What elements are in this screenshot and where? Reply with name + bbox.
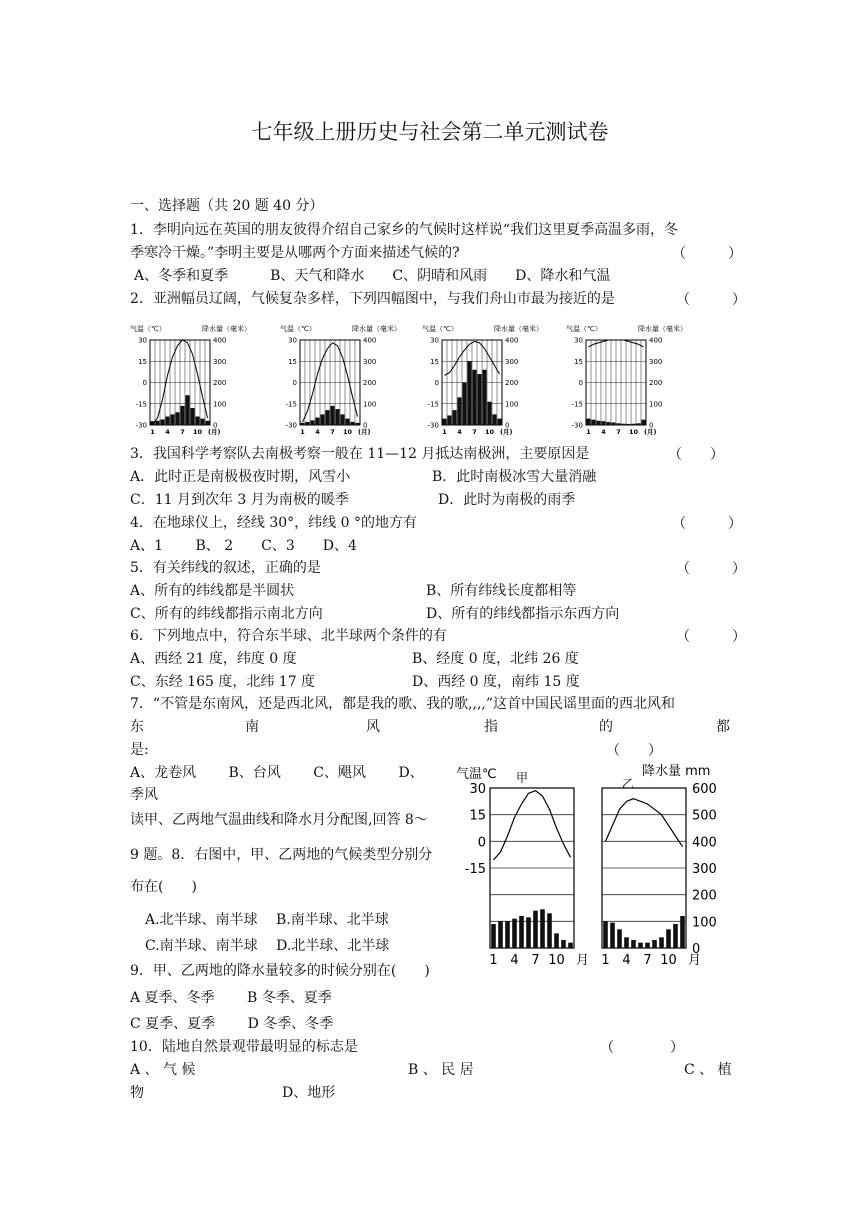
month-tick-label: 4 — [457, 428, 462, 436]
page-title: 七年级上册历史与社会第二单元测试卷 — [251, 120, 609, 144]
temp-axis-label: 气温（℃） — [566, 325, 602, 333]
q7-option-d: 季风 — [130, 787, 158, 803]
q2-chart-2 — [280, 324, 401, 436]
q3-answer-paren: （ ） — [668, 447, 724, 463]
precip-bar — [636, 423, 640, 425]
q3-option-d: D．此时为南极的雨季 — [438, 492, 576, 508]
month-tick-label: 10 — [628, 428, 639, 436]
precip-bar — [447, 415, 451, 425]
precip-axis-label: 降水量 mm — [642, 764, 711, 779]
q6-option-b: B、经度 0 度，北纬 26 度 — [412, 651, 579, 667]
precip-bar — [305, 422, 309, 425]
temp-tick-label: -30 — [571, 421, 583, 430]
month-tick-label: 7 — [472, 428, 477, 436]
precip-tick-label: 200 — [505, 379, 519, 387]
precip-bar — [561, 940, 566, 948]
precip-tick-label: 100 — [213, 400, 227, 409]
precip-tick-label: 200 — [692, 888, 717, 904]
precip-bar — [462, 383, 466, 426]
precip-bar — [160, 419, 164, 425]
month-tick-label: 1 — [442, 428, 447, 436]
q10-option-c: C 、 植 — [684, 1062, 732, 1078]
temp-tick-label: 30 — [288, 336, 297, 345]
q10-option-b: B 、 民 居 — [408, 1062, 474, 1078]
month-tick-label: 7 — [531, 953, 540, 968]
precip-bar — [457, 397, 461, 425]
precip-bar — [610, 923, 615, 948]
precip-tick-label: 100 — [692, 915, 717, 931]
precip-bar — [492, 414, 496, 425]
month-tick-label: 1 — [601, 953, 610, 968]
precip-tick-label: 0 — [363, 421, 368, 430]
precip-bar — [355, 423, 359, 425]
precip-bar — [200, 419, 204, 425]
precip-axis-label: 降水量（毫米） — [494, 325, 543, 333]
month-tick-label: 4 — [315, 428, 320, 436]
q6-stem: 6．下列地点中，符合东半球、北半球两个条件的有 — [130, 628, 447, 644]
month-tick-label: 1 — [300, 428, 305, 436]
q7-word: 指 — [484, 719, 498, 735]
precip-bar — [533, 911, 538, 948]
temp-axis-label: 气温（℃） — [130, 325, 166, 333]
precip-bar — [487, 402, 491, 425]
q9-stem: 9．甲、乙两地的降水量较多的时候分别在( ) — [130, 963, 430, 979]
precip-tick-label: 400 — [649, 336, 663, 345]
precip-tick-label: 100 — [505, 400, 519, 409]
precip-bar — [606, 422, 610, 425]
precip-axis-label: 降水量（毫米） — [638, 325, 687, 333]
precip-tick-label: 300 — [213, 357, 227, 366]
precip-bar — [601, 421, 605, 425]
q5-option-c: C、所有的纬线都指示南北方向 — [130, 606, 323, 622]
month-unit-label: 月 — [688, 953, 702, 968]
temp-tick-label: 0 — [578, 379, 583, 387]
temp-tick-label: -30 — [135, 421, 147, 430]
chart-yi — [601, 788, 701, 968]
q8-9-intro-line1: 读甲、乙两地气温曲线和降水月分配图,回答 8～ — [130, 812, 428, 828]
precip-tick-label: 0 — [692, 942, 701, 957]
temp-tick-label: -15 — [135, 400, 147, 409]
precip-tick-label: 200 — [213, 379, 227, 387]
precip-bar — [165, 417, 169, 426]
month-tick-label: 4 — [165, 428, 170, 436]
precip-bar — [497, 419, 501, 425]
precip-bar — [568, 943, 573, 948]
precip-bar — [205, 421, 209, 425]
q3-option-b: B．此时南极冰雪大量消融 — [432, 469, 597, 485]
precip-bar — [680, 916, 685, 948]
chart-jia — [489, 788, 589, 968]
precip-tick-label: 300 — [505, 357, 519, 366]
precip-bar — [340, 414, 344, 425]
precip-bar — [350, 422, 354, 425]
precip-tick-label: 400 — [363, 336, 377, 345]
q9-options-ab: A 夏季、冬季 B 冬季、夏季 — [130, 990, 332, 1006]
temp-tick-label: -30 — [427, 421, 439, 430]
precip-tick-label: 400 — [692, 835, 717, 851]
month-tick-label: 7 — [330, 428, 335, 436]
q3-option-c: C．11 月到次年 3 月为南极的暖季 — [130, 492, 349, 508]
q1-stem-line1: 1．李明向远在英国的朋友彼得介绍自己家乡的气候时这样说“我们这里夏季高温多雨，冬 — [130, 222, 679, 238]
precip-bar — [526, 917, 531, 948]
q2-stem: 2．亚洲幅员辽阔，气候复杂多样，下列四幅图中，与我们舟山市最为接近的是 — [130, 291, 615, 307]
q8-options-cd: C.南半球、南半球 D.北半球、北半球 — [145, 938, 390, 954]
precip-bar — [603, 921, 608, 948]
precip-bar — [638, 943, 643, 948]
q4-answer-paren: （ ） — [672, 516, 742, 532]
precip-bar — [315, 418, 319, 425]
q8-options-ab: A.北半球、南半球 B.南半球、北半球 — [145, 912, 389, 928]
temp-axis-label: 气温（℃） — [422, 325, 458, 333]
precip-bar — [554, 933, 559, 948]
precip-bar — [325, 410, 329, 425]
precip-tick-label: 400 — [213, 336, 227, 345]
q7-answer-paren: （ ） — [606, 743, 662, 759]
precip-bar — [645, 943, 650, 948]
temp-axis-label: 气温（℃） — [280, 325, 316, 333]
temp-tick-label: -15 — [285, 400, 297, 409]
precip-bar — [195, 417, 199, 426]
q7-stem-line3: 是: — [130, 742, 149, 758]
precip-bar — [591, 420, 595, 425]
q1-options: A、冬季和夏季 B、天气和降水 C、阴晴和风雨 D、降水和气温 — [134, 268, 611, 284]
precip-bar — [547, 913, 552, 948]
month-tick-label: 1 — [150, 428, 155, 436]
month-tick-label: 4 — [510, 953, 519, 968]
temp-tick-label: -15 — [464, 862, 486, 877]
temp-tick-label: 15 — [138, 357, 147, 366]
month-unit-label: (月) — [644, 428, 657, 436]
q2-chart-1 — [130, 324, 251, 436]
q7-word: 南 — [245, 719, 259, 735]
precip-bar — [626, 424, 630, 425]
precip-bar — [652, 940, 657, 948]
precip-tick-label: 200 — [649, 379, 663, 387]
q6-option-a: A、西经 21 度，纬度 0 度 — [130, 651, 297, 667]
q10-option-d: D、地形 — [282, 1085, 336, 1101]
temp-tick-label: 15 — [469, 808, 486, 824]
temp-tick-label: 30 — [138, 336, 147, 345]
precip-bar — [596, 421, 600, 425]
precip-bar — [452, 410, 456, 425]
precip-tick-label: 100 — [363, 400, 377, 409]
precip-tick-label: 300 — [649, 357, 663, 366]
precip-tick-label: 0 — [505, 421, 510, 430]
month-tick-label: 4 — [601, 428, 606, 436]
precip-bar — [477, 374, 481, 425]
precip-bar — [320, 414, 324, 425]
precip-bar — [335, 409, 339, 425]
temp-tick-label: 30 — [469, 782, 486, 797]
precip-tick-label: 500 — [692, 808, 717, 824]
month-tick-label: 1 — [489, 953, 498, 968]
precip-bar — [666, 929, 671, 948]
temp-tick-label: 0 — [292, 379, 297, 387]
precip-bar — [300, 423, 304, 425]
precip-bar — [611, 422, 615, 425]
temp-tick-label: 30 — [430, 336, 439, 345]
q7-word: 的 — [599, 719, 613, 735]
q2-climate-charts — [128, 320, 728, 442]
q10-option-a: A 、 气 候 — [130, 1062, 196, 1078]
precip-bar — [512, 919, 517, 948]
q5-answer-paren: （ ） — [676, 561, 746, 577]
q3-stem: 3．我国科学考察队去南极考察一般在 11—12 月抵达南极洲，主要原因是 — [130, 446, 590, 462]
month-tick-label: 1 — [586, 428, 591, 436]
q5-stem: 5．有关纬线的叙述，正确的是 — [130, 560, 321, 576]
q3-option-a: A．此时正是南极极夜时期，风雪小 — [130, 469, 351, 485]
q5-option-d: D、所有的纬线都指示东西方向 — [426, 606, 620, 622]
precip-tick-label: 400 — [505, 336, 519, 345]
precip-bar — [498, 921, 503, 948]
precip-bar — [616, 423, 620, 425]
month-tick-label: 10 — [660, 953, 677, 968]
precip-axis-label: 降水量（毫米） — [352, 325, 401, 333]
month-unit-label: (月) — [500, 428, 513, 436]
q2-chart-4 — [566, 324, 687, 436]
temp-tick-label: 0 — [142, 379, 147, 387]
precip-bar — [155, 421, 159, 425]
q8-9-intro-line3: 布在( ) — [130, 879, 197, 895]
q4-options: A、1 B、 2 C、3 D、4 — [130, 538, 357, 554]
month-unit-label: 月 — [576, 953, 590, 968]
temp-tick-label: 15 — [288, 357, 297, 366]
precip-bar — [673, 924, 678, 948]
temp-curve — [606, 799, 683, 847]
precip-bar — [505, 921, 510, 948]
precip-bar — [185, 395, 189, 425]
precip-bar — [491, 924, 496, 948]
month-tick-label: 4 — [622, 953, 631, 968]
precip-bar — [482, 370, 486, 425]
q8-9-intro-line2: 9 题。8．右图中，甲、乙两地的气候类型分别分 — [130, 847, 433, 863]
q10-stem: 10．陆地自然景观带最明显的标志是 — [130, 1039, 358, 1055]
temp-axis-label: 气温℃ — [456, 767, 497, 782]
precip-bar — [641, 420, 645, 425]
temp-tick-label: 15 — [574, 357, 583, 366]
precip-bar — [621, 424, 625, 425]
precip-bar — [345, 419, 349, 425]
precip-bar — [190, 408, 194, 425]
q2-answer-paren: （ ） — [676, 292, 746, 308]
precip-bar — [631, 424, 635, 425]
q4-stem: 4．在地球仪上，经线 30°，纬线 0 °的地方有 — [130, 515, 417, 531]
chart-jia-label: 甲 — [516, 771, 529, 785]
q7-stem-line1: 7．“不管是东南风，还是西北风，都是我的歌、我的歌,,,,”这首中国民谣里面的西北风和 — [130, 696, 676, 712]
precip-tick-label: 100 — [649, 400, 663, 409]
temp-tick-label: -30 — [285, 421, 297, 430]
q5-option-b: B、所有纬线长度都相等 — [426, 583, 577, 599]
precip-bar — [467, 361, 471, 425]
q7-options: A、龙卷风 B、台风 C、飓风 D、 — [130, 765, 424, 781]
jia-yi-climate-chart — [452, 760, 732, 975]
precip-bar — [624, 937, 629, 948]
q1-answer-paren: （ ） — [672, 246, 742, 262]
temp-tick-label: -15 — [571, 400, 583, 409]
chart-yi-label: 乙 — [622, 777, 635, 791]
precip-bar — [175, 412, 179, 425]
q6-option-c: C、东经 165 度，北纬 17 度 — [130, 674, 316, 690]
month-unit-label: (月) — [208, 428, 221, 436]
temp-tick-label: 0 — [434, 379, 439, 387]
precip-bar — [180, 406, 184, 425]
precip-bar — [170, 414, 174, 425]
q9-options-cd: C 夏季、夏季 D 冬季、冬季 — [130, 1016, 334, 1032]
precip-tick-label: 0 — [213, 421, 218, 430]
precip-bar — [586, 419, 590, 425]
temp-tick-label: 15 — [430, 357, 439, 366]
precip-tick-label: 200 — [363, 379, 377, 387]
temp-tick-label: -15 — [427, 400, 439, 409]
month-tick-label: 7 — [180, 428, 185, 436]
precip-tick-label: 300 — [363, 357, 377, 366]
precip-bar — [540, 909, 545, 948]
q6-answer-paren: （ ） — [676, 629, 746, 645]
q7-word: 东 — [130, 719, 144, 735]
section-heading: 一、选择题（共 20 题 40 分） — [130, 198, 324, 214]
precip-axis-label: 降水量（毫米） — [202, 325, 251, 333]
temp-tick-label: 30 — [574, 336, 583, 345]
month-tick-label: 7 — [643, 953, 652, 968]
precip-tick-label: 600 — [692, 782, 717, 797]
month-tick-label: 10 — [192, 428, 203, 436]
precip-bar — [310, 420, 314, 425]
precip-tick-label: 0 — [649, 421, 654, 430]
precip-bar — [617, 929, 622, 948]
month-tick-label: 10 — [342, 428, 353, 436]
precip-bar — [631, 940, 636, 948]
precip-bar — [330, 406, 334, 425]
month-tick-label: 10 — [548, 953, 565, 968]
month-tick-label: 7 — [616, 428, 621, 436]
month-unit-label: (月) — [358, 428, 371, 436]
temp-curve — [494, 791, 571, 860]
q2-chart-3 — [422, 324, 543, 436]
q6-option-d: D、西经 0 度，南纬 15 度 — [412, 674, 580, 690]
q10-option-c-cont: 物 — [130, 1085, 144, 1101]
q1-stem-line2: 季寒冷干燥。”李明主要是从哪两个方面来描述气候的? — [130, 245, 460, 261]
q7-word: 都 — [716, 719, 730, 735]
month-tick-label: 10 — [484, 428, 495, 436]
precip-bar — [659, 937, 664, 948]
precip-bar — [519, 916, 524, 948]
q10-answer-paren: （ ） — [600, 1040, 684, 1056]
precip-bar — [472, 370, 476, 425]
q5-option-a: A、所有的纬线都是半圆状 — [130, 583, 295, 599]
precip-tick-label: 300 — [692, 862, 717, 877]
q7-word: 风 — [366, 719, 380, 735]
precip-bar — [442, 419, 446, 425]
temp-tick-label: 0 — [477, 835, 486, 851]
